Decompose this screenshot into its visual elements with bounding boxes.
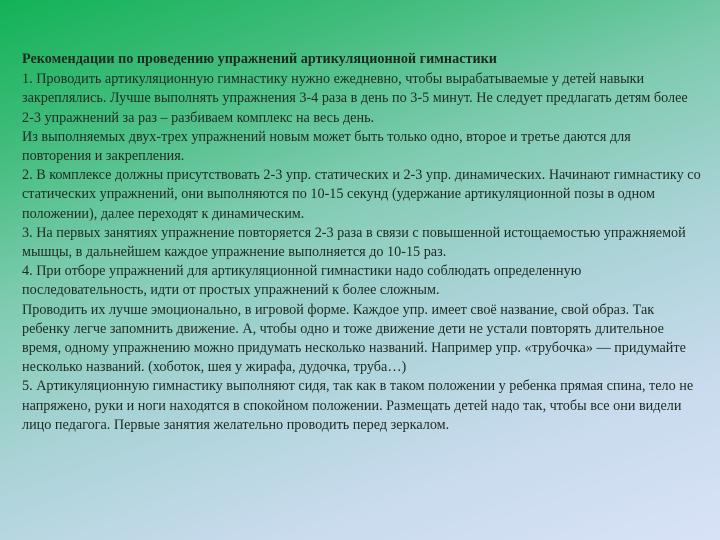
paragraph-4: 4. При отборе упражнений для артикуляционной гимнастики надо соблюдать определенную последовательность, идти от простых упражнений к более сложным. [22, 263, 582, 299]
paragraph-2: 2. В комплексе должны присутствовать 2-3 упр. статических и 2-3 упр. динамических. Начинают гимнастику со статических упражнений, они выполняются по 10-15 секунд (удержание артикуляционной позы в одном положении), далее переходят к динамическим. [22, 167, 701, 222]
paragraph-1: 1. Проводить артикуляционную гимнастику нужно ежедневно, чтобы вырабатываемые у детей навыки закреплялись. Лучше выполнять упражнения 3-4 раза в день по 3-5 минут. Не следует предлагать детям более 2-3 упражнений за раз – разбиваем комплекс на весь день. [22, 71, 688, 126]
paragraph-1-note: Из выполняемых двух-трех упражнений новым может быть только одно, второе и третье даются для повторения и закрепления. [22, 128, 631, 165]
slide-title: Рекомендации по проведению упражнений артикуляционной гимнастики [22, 51, 497, 67]
text-block [22, 50, 702, 435]
paragraph-5: 5. Артикуляционную гимнастику выполняют сидя, так как в таком положении у ребенка прямая спина, тело не напряжено, руки и ноги находятся в спокойном положении. Размещать детей надо так, чтобы все они видели лицо педагога. Первые занятия желательно проводить перед зеркалом. [22, 378, 694, 433]
paragraph-3: 3. На первых занятиях упражнение повторяется 2-3 раза в связи с повышенной истощаемостью упражняемой мышцы, в дальнейшем каждое упражнение выполняется до 10-15 раз. [22, 224, 686, 261]
paragraph-4-note: Проводить их лучше эмоционально, в игровой форме. Каждое упр. имеет своё название, свой образ. Так ребенку легче запомнить движение. А, чтобы одно и тоже движение дети не устали повторять длительное время, одному упражнению можно придумать несколько названий. Например упр. «трубочка» — придумайте несколько названий. (хоботок, шея у жирафа, дудочка, труба…) [22, 301, 686, 376]
